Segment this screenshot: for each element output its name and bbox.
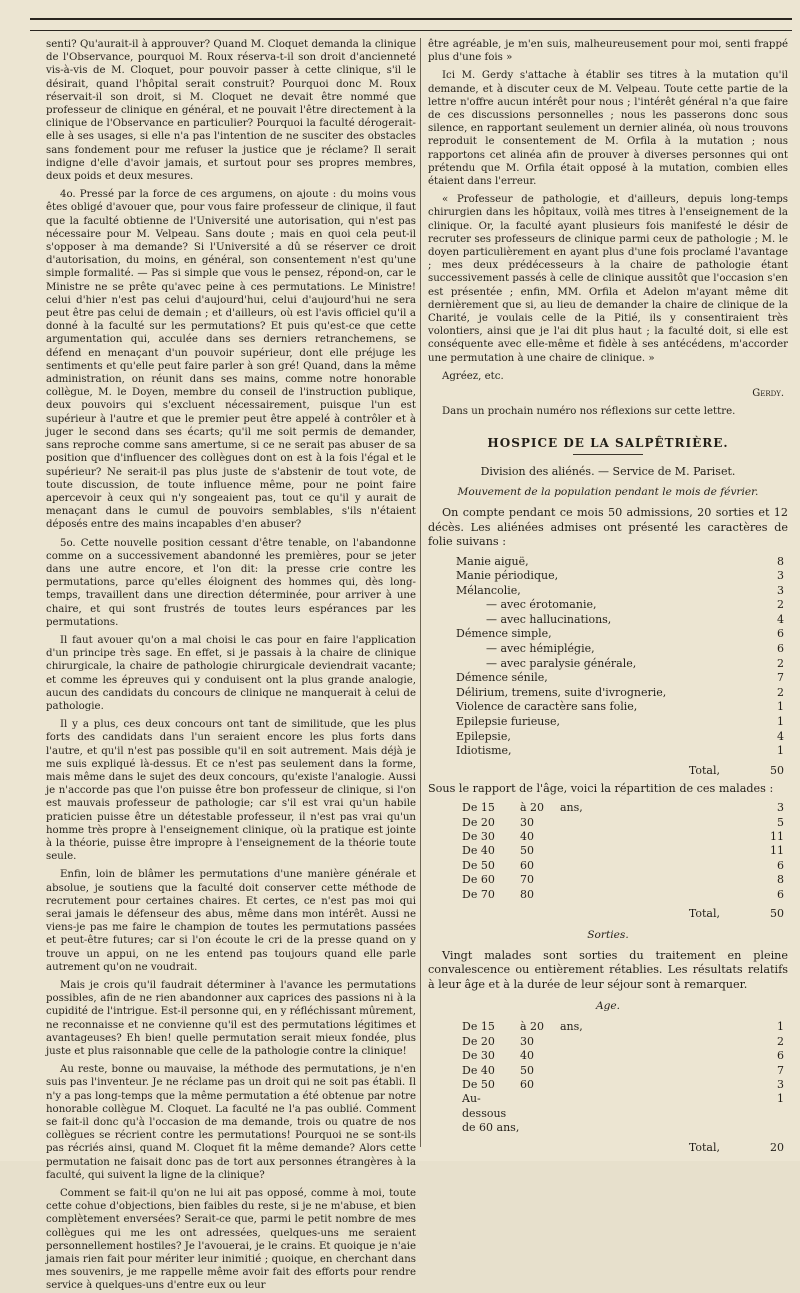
total-label: Total, [688, 1140, 720, 1154]
folie-count: 7 [777, 671, 784, 685]
sorties-total-row [428, 1140, 788, 1155]
age-from: De 20 [462, 815, 495, 829]
age-to: à 20 [520, 801, 545, 815]
folie-label: Mélancolie, [456, 583, 521, 597]
age-row [428, 888, 788, 902]
age-row [428, 844, 788, 858]
mouvement-title: Mouvement de la population pendant le mois de février. [457, 486, 759, 499]
age-to: 40 [520, 830, 534, 844]
age-unit [560, 844, 748, 858]
age-count: 3 [777, 1077, 784, 1091]
folie-row [428, 730, 788, 745]
paragraph: Agréez, etc. [442, 370, 504, 382]
age-table [428, 801, 788, 902]
left-column [46, 38, 416, 1292]
right-column [428, 38, 788, 1154]
age-unit: ans, [560, 801, 583, 815]
age-to: 50 [520, 844, 534, 858]
top-rule [30, 18, 792, 31]
paragraph: « Professeur de pathologie, et d'ailleurs, depuis long-temps chirurgien dans les hôpitaux, voilà mes titres à l'enseignement de la clinique. Or, la faculté ayant plusieurs fois manifesté le désir de recruter ses professeurs de clinique parmi ceux de pathologie ; M. le doyen particulièrement en ayant plus d'une fois proclamé l'avantage ; mes deux prédécesseurs à la chaire de pathologie étant successivement passés à celle de clinique aussitôt que l'occasion s'en est présentée ; enfin, MM. Orfila et Adelon m'ayant même dit dernièrement que si, au lieu de demander la chaire de clinique de la Charité, je voulais celle de la Pitié, ils y consentiraient très volontiers, ainsi que je l'ai dit plus haut ; la faculté doit, si elle est conséquente avec elle-même et fidèle à ses antécédens, m'accorder une permutation à une chaire de clinique. » [428, 194, 788, 364]
folie-total-row [428, 763, 788, 778]
age-to: 40 [520, 1049, 534, 1063]
age-row [428, 1078, 788, 1092]
age-row [428, 1049, 788, 1063]
total-value: 50 [770, 907, 784, 921]
age-from: De 40 [462, 1063, 495, 1077]
folie-label: Démence sénile, [456, 671, 548, 685]
folie-row [428, 627, 788, 642]
age-intro: Sous le rapport de l'âge, voici la répartition de ces malades : [428, 781, 774, 795]
age-to [520, 1092, 560, 1135]
folie-count: 1 [777, 744, 784, 758]
folie-count: 6 [777, 627, 784, 641]
age-to: 50 [520, 1063, 534, 1077]
folie-row [428, 686, 788, 701]
age-count: 11 [770, 830, 784, 844]
age-count: 6 [777, 887, 784, 901]
age-total-row [428, 906, 788, 921]
age-row [428, 830, 788, 844]
total-label: Total, [688, 763, 720, 777]
age-row [428, 801, 788, 815]
age-from: De 70 [462, 887, 495, 901]
age-from: De 50 [462, 1077, 495, 1091]
age-count: 8 [777, 873, 784, 887]
sorties-title: Sorties. [587, 929, 629, 942]
folie-row [428, 555, 788, 570]
folie-count: 2 [777, 685, 784, 699]
age-unit [560, 1092, 748, 1135]
age-from: De 40 [462, 844, 495, 858]
total-value: 50 [770, 763, 784, 777]
paragraph: être agréable, je m'en suis, malheureusement pour moi, senti frappé plus d'une fois » [428, 39, 788, 64]
folie-label: — avec hallucinations, [486, 612, 612, 626]
age-from: De 60 [462, 873, 495, 887]
section-title: HOSPICE DE LA SALPÊTRIÈRE. [487, 436, 729, 451]
age-count: 11 [770, 844, 784, 858]
folie-row [428, 569, 788, 584]
paragraph: Il y a plus, ces deux concours ont tant de similitude, que les plus forts des candidats dans l'un seraient encore les plus forts dans l'autre, et qu'il n'est pas possible qu'il en soit autrement. Mais déjà je me suis expliqué là-dessus. Et ce n'est pas seulement dans la forme, mais même dans le sujet des deux concours, qu'existe l'analogie. Aussi je n'accorde pas que l'on puisse être bon professeur de clinique, si l'on est mauvais professeur de pathologie; car s'il est vrai qu'un habile praticien puisse être un détestable professeur, il n'est pas vrai qu'un homme très propre à l'enseignement clinique, où la pratique est jointe à la théorie, puisse être impropre à l'enseignement de la théorie toute seule. [46, 719, 416, 863]
column-divider [420, 38, 421, 1147]
folie-count: 1 [777, 715, 784, 729]
folie-label: — avec hémiplégie, [486, 642, 595, 656]
age-unit [560, 1078, 748, 1092]
paragraph: Ici M. Gerdy s'attache à établir ses titres à la mutation qu'il demande, et à discuter ceux de M. Velpeau. Toute cette partie de la lettre n'offre aucun intérêt pour nous ; l'intérêt général n'a que faire de ces discussions personnelles ; nous les passerons donc sous silence, en rapportant seulement un dernier alinéa, où nous trouvons reproduit le consentement de M. Orfila à la mutation ; nous rapportons cet alinéa afin de prouver à diverses personnes qui ont prétendu que M. Orfila était opposé à la mutation, combien elles étaient dans l'erreur. [428, 70, 788, 188]
folie-count: 8 [777, 554, 784, 568]
age-unit [560, 1064, 748, 1078]
age-count: 6 [777, 858, 784, 872]
age-row [428, 1035, 788, 1049]
age-count: 7 [777, 1063, 784, 1077]
age-to: à 20 [520, 1020, 545, 1034]
total-label: Total, [688, 907, 720, 921]
paragraph: Comment se fait-il qu'on ne lui ait pas opposé, comme à moi, toute cette cohue d'objections, bien faibles du reste, si je ne m'abuse, et bien complètement enversées? Serait-ce que, parmi le petit nombre de mes collègues qui me les ont adressées, quelques-uns me seraient personnellement hostiles? Je l'avouerai, je le crains. Et quoique je n'aie jamais rien fait pour mériter leur inimitié ; quoique, en cherchant dans mes souvenirs, je me rappelle même avoir fait des efforts pour rendre service à quelques-uns d'entre eux ou leur [46, 1188, 416, 1292]
age-to: 70 [520, 873, 534, 887]
age-to: 80 [520, 887, 534, 901]
folie-label: Délirium, tremens, suite d'ivrognerie, [456, 685, 667, 699]
folie-label: — avec érotomanie, [486, 598, 597, 612]
age-from: De 30 [462, 830, 495, 844]
age-row [428, 1092, 788, 1135]
age-row [428, 1064, 788, 1078]
age-unit [560, 816, 748, 830]
folie-row [428, 598, 788, 613]
age-subtitle: Age. [595, 1000, 621, 1013]
folie-label: Démence simple, [456, 627, 552, 641]
folie-row [428, 613, 788, 628]
folie-table [428, 555, 788, 759]
service-line: Division des aliénés. — Service de M. Pariset. [480, 465, 736, 479]
paragraph: Mais je crois qu'il faudrait déterminer à l'avance les permutations possibles, afin de ne rien abandonner aux caprices des passions ni à la cupidité de l'intrigue. Est-il personne qui, en y réfléchissant mûrement, ne reconnaisse et ne convienne qu'il est des permutations légitimes et avantageuses? Eh bien! quelle permutation serait mieux fondée, plus juste et plus raisonnable que celle de la pathologie contre la clinique! [46, 980, 416, 1058]
paragraph: 5o. Cette nouvelle position cessant d'être tenable, on l'abandonne comme on a successivement abandonné les premières, pour se jeter dans une autre encore, et l'on dit: la presse crie contre les permutations, parce qu'elles éloignent des hommes qui, dès long-temps, travaillent dans une direction déterminée, pour arriver à une chaire, et qui sont frustrés de toutes leurs espérances par les permutations. [46, 537, 416, 628]
folie-row [428, 642, 788, 657]
age-count: 1 [777, 1020, 784, 1034]
folie-label: Idiotisme, [456, 744, 512, 758]
folie-row [428, 700, 788, 715]
folie-row [428, 744, 788, 759]
paragraph: Au reste, bonne ou mauvaise, la méthode des permutations, je n'en suis pas l'inventeur. Je ne réclame pas un droit qui ne soit pas établi. Il n'y a pas long-temps que la même permutation a été obtenue par notre honorable collègue M. Cloquet. La faculté ne l'a pas oublié. Comment se fait-il donc qu'à l'occasion de ma demande, trois ou quatre de nos collègues se récrient contre les permutations! Pourquoi ne se sont-ils pas récriés ainsi, quand M. Cloquet fit la même demande? Alors cette permutation ne faisait donc pas de tort aux personnes étrangères à la faculté, qui suivent la ligne de la clinique? [46, 1064, 416, 1181]
age-unit: ans, [560, 1020, 583, 1034]
age-to: 30 [520, 815, 534, 829]
age-row [428, 873, 788, 887]
folie-count: 2 [777, 656, 784, 670]
heading-rule [573, 454, 643, 455]
age-count: 1 [777, 1092, 784, 1106]
sorties-intro: Vingt malades sont sorties du traitement en pleine convalescence ou entièrement rétablies. Les résultats relatifs à leur âge et à la durée de leur séjour sont à remarquer. [428, 949, 788, 991]
age-unit [560, 859, 748, 873]
age-row [428, 816, 788, 830]
age-to: 60 [520, 1077, 534, 1091]
folie-row [428, 671, 788, 686]
age-from: Au-dessous de 60 ans, [462, 1092, 520, 1135]
paragraph: senti? Qu'aurait-il à approuver? Quand M. Cloquet demanda la clinique de l'Observance, pourquoi M. Roux réserva-t-il son droit d'ancienneté vis-à-vis de M. Cloquet, pour pouvoir passer à cette clinique, s'il le désirait, quand l'hôpital serait construit? Pourquoi donc M. Roux réservait-il son droit, si M. Cloquet ne devait être nommé que professeur de clinique en général, et ne pouvait l'être directement à la clinique de l'Observance en particulier? Pourquoi la faculté dérogerait-elle à ses usages, si elle n'a pas l'intention de ne susciter des obstacles sans fondement pour me refuser la justice que je réclame? Il serait indigne d'elle d'avoir jamais, et surtout pour ses propres membres, deux poids et deux mesures. [46, 39, 416, 183]
paragraph: 4o. Pressé par la force de ces argumens, on ajoute : du moins vous êtes obligé d'avouer que, pour vous faire professeur de clinique, il faut que la faculté obtienne de l'Université une autorisation, qui n'est pas nécessaire pour M. Velpeau. Sans doute ; mais en quoi cela peut-il s'opposer à ma demande? Si l'Université a dû se réserver ce droit d'autorisation, du moins, en général, son consentement n'est qu'une simple formalité. — Pas si simple que vous le pensez, répond-on, car le Ministre ne se prête qu'avec peine à ces permutations. Le Ministre! celui d'hier n'est pas celui d'aujourd'hui, celui d'aujourd'hui ne sera peut être pas celui de demain ; et d'ailleurs, où est l'avis officiel qu'il a donné à la faculté sur les permutations? Et puis qu'est-ce que cette argumentation qui, acculée dans ses derniers retranchemens, se défend en menaçant d'un pouvoir supérieur, dont elle préjuge les sentiments et qu'elle peut faire parler à son gré! Quand, dans la même administration, on réunit dans ses mains, comme notre honorable collègue, M. le Doyen, membre du conseil de l'instruction publique, deux pouvoirs qui s'excluent nécessairement, puisque l'un est supérieur à l'autre et que le premier peut être appelé à contrôler et à juger le second dans ses écarts; qu'il me soit permis de demander, sans reproche comme sans amertume, si ce ne serait pas abuser de sa position que d'influencer des collègues dont on est à la fois l'égal et le supérieur? Ne serait-il pas plus juste de s'abstenir de tout vote, de toute discussion, de toute influence même, pour ne point faire apercevoir à ceux qui n'y songeaient pas, tout ce qu'il y aurait de menaçant dans le cumul de pouvoirs semblables, s'ils n'étaient déposés entre des mains incapables d'en abuser? [46, 189, 416, 531]
folie-count: 3 [777, 583, 784, 597]
age-from: De 15 [462, 1020, 495, 1034]
folie-label: Epilepsie furieuse, [456, 715, 561, 729]
folie-label: — avec paralysie générale, [486, 656, 637, 670]
age-unit [560, 1035, 748, 1049]
folie-label: Violence de caractère sans folie, [456, 700, 638, 714]
paragraph: Enfin, loin de blâmer les permutations d'une manière générale et absolue, je soutiens que la faculté doit conserver cette méthode de recrutement pour certaines chaires. Et certes, ce n'est pas moi qui serai jamais le défenseur des abus, même dans mon intérêt. Aussi ne viens-je pas me faire le champion de toutes les permutations passées et peut-être futures; car si l'on écoute le cri de la presse quand on y trouve un appui, on ne les entend pas toujours quand elle parle autrement qu'on ne voudrait. [46, 869, 416, 973]
age-from: De 15 [462, 801, 495, 815]
folie-label: Manie aiguë, [456, 554, 529, 568]
age-count: 3 [777, 801, 784, 815]
paragraph: Il faut avouer qu'on a mal choisi le cas pour en faire l'application d'un principe très sage. En effet, si je passais à la chaire de clinique chirurgicale, la chaire de pathologie chirurgicale deviendrait vacante; et comme les épreuves qui y conduisent ont la plus grande analogie, aucun des candidats du concours de clinique ne manquerait à celui de pathologie. [46, 634, 416, 712]
age-count: 6 [777, 1049, 784, 1063]
signature: Gerdy. [752, 388, 784, 400]
folie-count: 4 [777, 612, 784, 626]
folie-row [428, 657, 788, 672]
folie-count: 1 [777, 700, 784, 714]
sorties-table [428, 1020, 788, 1135]
total-value: 20 [770, 1140, 784, 1154]
age-unit [560, 873, 748, 887]
age-to: 30 [520, 1034, 534, 1048]
age-count: 5 [777, 815, 784, 829]
folie-row [428, 715, 788, 730]
folie-label: Manie périodique, [456, 569, 559, 583]
age-from: De 30 [462, 1049, 495, 1063]
folie-label: Epilepsie, [456, 729, 511, 743]
age-count: 2 [777, 1034, 784, 1048]
age-unit [560, 888, 748, 902]
age-unit [560, 830, 748, 844]
intro-paragraph: On compte pendant ce mois 50 admissions, 20 sorties et 12 décès. Les aliénées admises ont présenté les caractères de folie suivans : [428, 506, 788, 549]
age-from: De 20 [462, 1034, 495, 1048]
age-from: De 50 [462, 858, 495, 872]
folie-count: 4 [777, 729, 784, 743]
age-to: 60 [520, 858, 534, 872]
age-unit [560, 1049, 748, 1063]
age-row [428, 859, 788, 873]
folie-count: 6 [777, 642, 784, 656]
folie-count: 2 [777, 598, 784, 612]
age-row [428, 1020, 788, 1034]
folie-row [428, 584, 788, 599]
announcement: Dans un prochain numéro nos réflexions sur cette lettre. [442, 406, 736, 418]
folie-count: 3 [777, 569, 784, 583]
